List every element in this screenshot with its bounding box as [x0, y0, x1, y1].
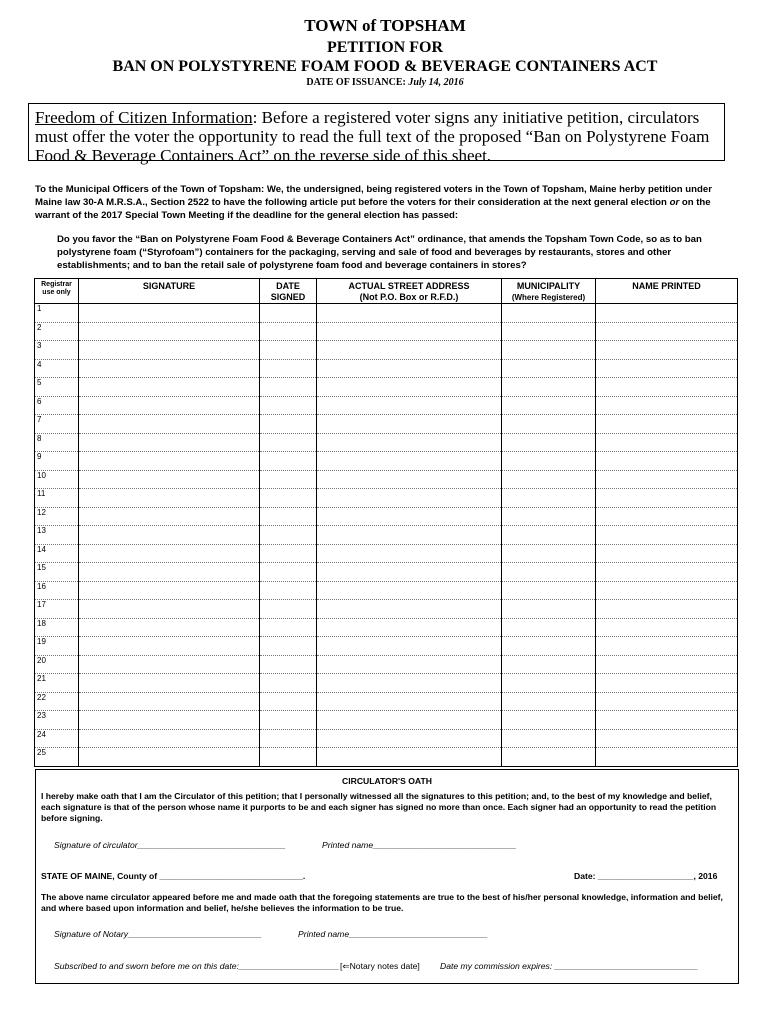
municipality-cell[interactable]: [502, 581, 596, 600]
row-number: 21: [35, 674, 79, 693]
signature-cell[interactable]: [79, 322, 260, 341]
date-cell[interactable]: [260, 692, 317, 711]
table-row: [35, 359, 738, 378]
address-cell[interactable]: [317, 322, 502, 341]
row-number: 17: [35, 600, 79, 619]
address-cell[interactable]: [317, 470, 502, 489]
address-cell[interactable]: [317, 304, 502, 323]
state-county-line[interactable]: STATE OF MAINE, County of ______________________________.: [41, 871, 306, 881]
oath-text: I hereby make oath that I am the Circulator of this petition; that I personally witnessed all the signatures to this petition; and, to the best of my knowledge and belief, each signature is that of the person whose name it purports to be and each signer has signed no more than once. Each signer had an opportunity to read the petition before signing.: [41, 791, 717, 823]
notary-notes-date: [⇐Notary notes date]: [340, 961, 420, 971]
name-cell[interactable]: [596, 544, 738, 563]
date-cell[interactable]: [260, 433, 317, 452]
row-number: 16: [35, 581, 79, 600]
address-cell[interactable]: [317, 378, 502, 397]
address-cell[interactable]: [317, 637, 502, 656]
ballot-question: Do you favor the “Ban on Polystyrene Foam Food & Beverage Containers Act” ordinance, that amends the Topsham Town Code, so as to ban polystyrene foam (“Styrofoam”) containers for the packaging, serving and sale of food and beverages by restaurants, stores and other establishments; and to ban the retail sale of polystyrene foam food and beverage containers in stores?: [57, 234, 702, 271]
name-cell[interactable]: [596, 489, 738, 508]
oath-title: CIRCULATOR'S OATH: [342, 776, 432, 786]
signature-cell[interactable]: [79, 711, 260, 730]
municipality-cell[interactable]: [502, 526, 596, 545]
municipality-cell[interactable]: [502, 433, 596, 452]
col-name-printed: NAME PRINTED: [596, 279, 738, 304]
name-cell[interactable]: [596, 322, 738, 341]
row-number: 19: [35, 637, 79, 656]
signature-cell[interactable]: [79, 637, 260, 656]
signature-cell[interactable]: [79, 600, 260, 619]
table-header-row: [35, 279, 738, 304]
municipality-cell[interactable]: [502, 470, 596, 489]
row-number: 23: [35, 711, 79, 730]
municipality-cell[interactable]: [502, 415, 596, 434]
signature-cell[interactable]: [79, 581, 260, 600]
address-cell[interactable]: [317, 507, 502, 526]
col-address-line1: ACTUAL STREET ADDRESS: [348, 281, 470, 291]
issuance-date: [0, 76, 770, 90]
address-cell[interactable]: [317, 692, 502, 711]
table-row: [35, 563, 738, 582]
name-cell[interactable]: [596, 396, 738, 415]
date-cell[interactable]: [260, 470, 317, 489]
date-cell[interactable]: [260, 304, 317, 323]
row-number: 10: [35, 470, 79, 489]
date-cell[interactable]: [260, 711, 317, 730]
date-cell[interactable]: [260, 581, 317, 600]
table-row: [35, 600, 738, 619]
row-number: 24: [35, 729, 79, 748]
name-cell[interactable]: [596, 655, 738, 674]
date-cell[interactable]: [260, 674, 317, 693]
name-cell[interactable]: [596, 637, 738, 656]
signature-cell[interactable]: [79, 415, 260, 434]
notary-statement: The above name circulator appeared before me and made oath that the foregoing statements are true to the best of his/her personal knowledge, information and belief, and where based upon information and belief, he/she believes the information to be true.: [41, 892, 723, 913]
circulator-signature-line[interactable]: Signature of circulator_______________________________: [54, 840, 286, 850]
date-cell[interactable]: [260, 359, 317, 378]
row-number: 22: [35, 692, 79, 711]
table-row: [35, 674, 738, 693]
table-row: [35, 470, 738, 489]
name-cell[interactable]: [596, 581, 738, 600]
signature-cell[interactable]: [79, 748, 260, 767]
sworn-date-line[interactable]: Subscribed to and sworn before me on this date:_____________________: [54, 961, 340, 971]
address-cell[interactable]: [317, 526, 502, 545]
municipality-cell[interactable]: [502, 544, 596, 563]
date-cell[interactable]: [260, 452, 317, 471]
freedom-of-information-box: [28, 103, 725, 165]
signature-cell[interactable]: [79, 729, 260, 748]
row-number: 1: [35, 304, 79, 323]
table-row: [35, 433, 738, 452]
table-row: [35, 341, 738, 360]
signature-cell[interactable]: [79, 563, 260, 582]
municipality-cell[interactable]: [502, 692, 596, 711]
table-row: [35, 544, 738, 563]
signature-cell[interactable]: [79, 655, 260, 674]
municipality-cell[interactable]: [502, 729, 596, 748]
col-date-signed: [260, 279, 317, 304]
municipality-cell[interactable]: [502, 618, 596, 637]
row-number: 18: [35, 618, 79, 637]
address-cell[interactable]: [317, 396, 502, 415]
date-cell[interactable]: [260, 544, 317, 563]
municipality-cell[interactable]: [502, 304, 596, 323]
municipality-cell[interactable]: [502, 655, 596, 674]
name-cell[interactable]: [596, 674, 738, 693]
row-number: 15: [35, 563, 79, 582]
intro-text-after: on the warrant of the 2017 Special Town Meeting if the deadline for the general election has passed:: [35, 197, 711, 221]
commission-expires-line[interactable]: Date my commission expires: ______________________________: [440, 961, 698, 971]
date-cell[interactable]: [260, 322, 317, 341]
row-number: 5: [35, 378, 79, 397]
address-cell[interactable]: [317, 489, 502, 508]
col-municipality-line1: MUNICIPALITY: [516, 281, 581, 291]
signature-cell[interactable]: [79, 692, 260, 711]
date-cell[interactable]: [260, 748, 317, 767]
name-cell[interactable]: [596, 711, 738, 730]
date-cell[interactable]: [260, 729, 317, 748]
oath-date-line[interactable]: Date: ____________________, 2016: [574, 871, 718, 881]
name-cell[interactable]: [596, 433, 738, 452]
row-number: 9: [35, 452, 79, 471]
freedom-text: : Before a registered voter signs any initiative petition, circulators must offer the voter the opportunity to read the full text of the proposed “Ban on Polystyrene Foam Food & Beverage Containers Act” on the reverse side of this sheet.: [35, 108, 710, 165]
name-cell[interactable]: [596, 304, 738, 323]
date-cell[interactable]: [260, 396, 317, 415]
address-cell[interactable]: [317, 415, 502, 434]
table-row: [35, 618, 738, 637]
notary-signature-line[interactable]: Signature of Notary____________________________: [54, 929, 262, 939]
date-cell[interactable]: [260, 600, 317, 619]
signature-cell[interactable]: [79, 396, 260, 415]
municipality-cell[interactable]: [502, 378, 596, 397]
table-row: [35, 581, 738, 600]
table-row: [35, 748, 738, 767]
intro-text-before: To the Municipal Officers of the Town of Topsham: We, the undersigned, being registered voters in the Town of Topsham, Maine herby petition under Maine law 30-A M.R.S.A., Section 2522 to have the following article put before the voters for their consideration at the next general election: [35, 184, 712, 208]
intro-paragraph: [35, 183, 735, 222]
table-row: [35, 526, 738, 545]
signature-cell[interactable]: [79, 359, 260, 378]
document-header: [0, 16, 770, 90]
row-number: 12: [35, 507, 79, 526]
date-cell[interactable]: [260, 507, 317, 526]
signature-cell[interactable]: [79, 674, 260, 693]
name-cell[interactable]: [596, 359, 738, 378]
col-street-address: [317, 279, 502, 304]
address-cell[interactable]: [317, 359, 502, 378]
col-date-line1: DATE: [276, 281, 300, 291]
date-cell[interactable]: [260, 378, 317, 397]
address-cell[interactable]: [317, 433, 502, 452]
signature-cell[interactable]: [79, 489, 260, 508]
date-cell[interactable]: [260, 341, 317, 360]
date-cell[interactable]: [260, 415, 317, 434]
table-row: [35, 692, 738, 711]
municipality-cell[interactable]: [502, 489, 596, 508]
row-number: 8: [35, 433, 79, 452]
name-cell[interactable]: [596, 378, 738, 397]
col-date-line2: SIGNED: [270, 292, 306, 302]
col-municipality-line2: (Where Registered): [511, 293, 586, 302]
row-number: 3: [35, 341, 79, 360]
table-row: [35, 489, 738, 508]
name-cell[interactable]: [596, 618, 738, 637]
address-cell[interactable]: [317, 711, 502, 730]
signature-cell[interactable]: [79, 470, 260, 489]
issuance-date-label: DATE OF ISSUANCE:: [306, 77, 406, 88]
municipality-cell[interactable]: [502, 711, 596, 730]
table-row: [35, 452, 738, 471]
signature-cell[interactable]: [79, 618, 260, 637]
row-number: 6: [35, 396, 79, 415]
municipality-cell[interactable]: [502, 452, 596, 471]
table-row: [35, 711, 738, 730]
notary-printed-name-line[interactable]: Printed name_____________________________: [298, 929, 488, 939]
signature-cell[interactable]: [79, 378, 260, 397]
col-municipality: [502, 279, 596, 304]
table-row: [35, 655, 738, 674]
row-number: 4: [35, 359, 79, 378]
col-signature: SIGNATURE: [79, 279, 260, 304]
signature-table: [34, 278, 738, 767]
circulator-printed-name-line[interactable]: Printed name______________________________: [322, 840, 517, 850]
table-row: [35, 378, 738, 397]
date-cell[interactable]: [260, 618, 317, 637]
row-number: 7: [35, 415, 79, 434]
row-number: 2: [35, 322, 79, 341]
table-row: [35, 415, 738, 434]
address-cell[interactable]: [317, 544, 502, 563]
col-registrar: Registrar use only: [35, 279, 79, 304]
address-cell[interactable]: [317, 729, 502, 748]
address-cell[interactable]: [317, 655, 502, 674]
name-cell[interactable]: [596, 600, 738, 619]
municipality-cell[interactable]: [502, 507, 596, 526]
municipality-cell[interactable]: [502, 748, 596, 767]
name-cell[interactable]: [596, 729, 738, 748]
address-cell[interactable]: [317, 600, 502, 619]
table-row: [35, 322, 738, 341]
address-cell[interactable]: [317, 618, 502, 637]
address-cell[interactable]: [317, 748, 502, 767]
intro-or: or: [669, 197, 680, 208]
signature-cell[interactable]: [79, 452, 260, 471]
table-row: [35, 637, 738, 656]
municipality-cell[interactable]: [502, 396, 596, 415]
address-cell[interactable]: [317, 581, 502, 600]
date-cell[interactable]: [260, 655, 317, 674]
name-cell[interactable]: [596, 507, 738, 526]
signature-cell[interactable]: [79, 507, 260, 526]
petition-title: PETITION FOR: [326, 39, 443, 56]
municipality-cell[interactable]: [502, 600, 596, 619]
address-cell[interactable]: [317, 341, 502, 360]
signature-cell[interactable]: [79, 526, 260, 545]
col-address-line2: (Not P.O. Box or R.F.D.): [359, 292, 459, 302]
municipality-cell[interactable]: [502, 322, 596, 341]
circulators-oath-box: [35, 769, 739, 984]
date-cell[interactable]: [260, 563, 317, 582]
date-cell[interactable]: [260, 526, 317, 545]
name-cell[interactable]: [596, 452, 738, 471]
municipality-cell[interactable]: [502, 637, 596, 656]
row-number: 14: [35, 544, 79, 563]
table-row: [35, 729, 738, 748]
name-cell[interactable]: [596, 563, 738, 582]
signature-cell[interactable]: [79, 341, 260, 360]
name-cell[interactable]: [596, 415, 738, 434]
municipality-cell[interactable]: [502, 359, 596, 378]
name-cell[interactable]: [596, 470, 738, 489]
municipality-cell[interactable]: [502, 674, 596, 693]
row-number: 25: [35, 748, 79, 767]
name-cell[interactable]: [596, 526, 738, 545]
table-row: [35, 304, 738, 323]
row-number: 11: [35, 489, 79, 508]
signature-cell[interactable]: [79, 544, 260, 563]
ban-title: BAN ON POLYSTYRENE FOAM FOOD & BEVERAGE CONTAINERS ACT: [112, 58, 658, 75]
name-cell[interactable]: [596, 748, 738, 767]
date-cell[interactable]: [260, 637, 317, 656]
address-cell[interactable]: [317, 563, 502, 582]
signature-cell[interactable]: [79, 433, 260, 452]
municipality-cell[interactable]: [502, 563, 596, 582]
signature-cell[interactable]: [79, 304, 260, 323]
address-cell[interactable]: [317, 674, 502, 693]
address-cell[interactable]: [317, 452, 502, 471]
issuance-date-value: July 14, 2016: [408, 77, 464, 88]
date-cell[interactable]: [260, 489, 317, 508]
name-cell[interactable]: [596, 692, 738, 711]
name-cell[interactable]: [596, 341, 738, 360]
row-number: 20: [35, 655, 79, 674]
table-row: [35, 396, 738, 415]
municipality-cell[interactable]: [502, 341, 596, 360]
table-row: [35, 507, 738, 526]
town-title: TOWN of TOPSHAM: [304, 16, 466, 35]
row-number: 13: [35, 526, 79, 545]
freedom-title: Freedom of Citizen Information: [35, 108, 253, 127]
